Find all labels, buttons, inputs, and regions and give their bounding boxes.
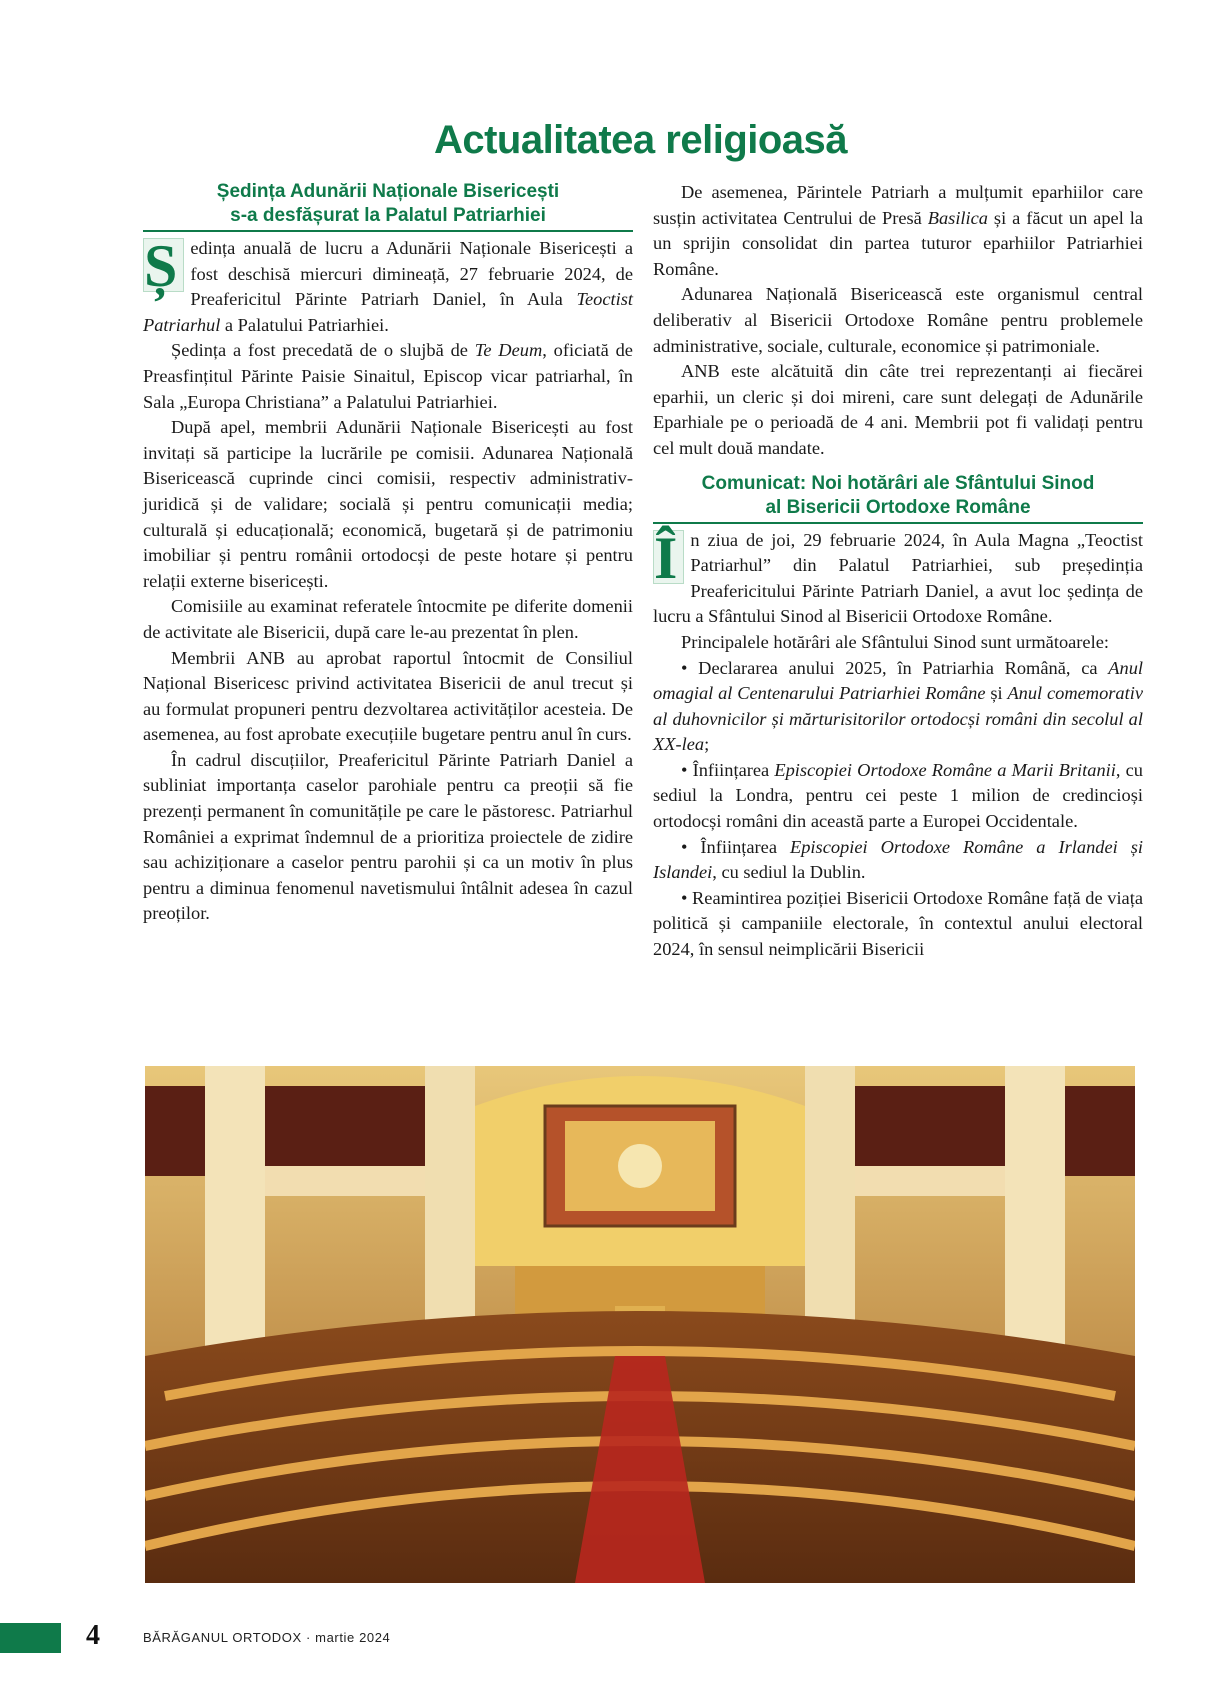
article1-heading-line1: Ședința Adunării Naționale Bisericești — [216, 181, 560, 202]
assembly-hall-photo — [145, 1066, 1135, 1583]
left-column — [143, 180, 633, 927]
article1-paragraph: Ș edința anuală de lucru a Adunării Naționale Bisericești a fost deschisă miercuri dimineață, 27 februarie 2024, de Preafericitul Părinte Patriarh Daniel, în Aula Teoctist Patriarhul a Palatului Patriarhiei. — [143, 233, 633, 335]
article2-paragraph: Principalele hotărâri ale Sfântului Sinod sunt următoarele: — [681, 631, 1109, 652]
article2-heading — [653, 472, 1143, 520]
article1-paragraph: După apel, membrii Adunării Naționale Bisericești au fost invitați să participe la lucrările pe comisii. Adunarea Națională Bisericească cuprinde cinci comisii, respectiv administrativ-juridică și de validare; socială și pentru comunicații media; culturală și educațională; economică, bugetară și de patrimoniu imobiliar și pentru românii ortodocși de peste hotare și pentru relații externe bisericești. — [143, 417, 633, 591]
article1-paragraph: În cadrul discuțiilor, Preafericitul Părinte Patriarh Daniel a subliniat importanța caselor parohiale pentru ca preoții să fie prezenți permanent în comunitățile pe care le păstoresc. Patriarhul României a exprimat îndemnul de a prioritiza proiectele de zidire sau achiziționare a caselor pentru parohii și ca un motiv în plus pentru a diminua fenomenul navetismului întâlnit adesea în cazul preoților. — [143, 749, 633, 924]
article1-paragraph: Ședința a fost precedată de o slujbă de Te Deum, oficiată de Preasfințitul Părinte Paisie Sinaitul, Episcop vicar patriarhal, în Sala „Europa Christiana” a Palatului Patriarhiei. — [143, 340, 633, 412]
list-item: • Declararea anului 2025, în Patriarhia Română, ca Anul omagial al Centenarului Patriarhiei Române și Anul comemorativ al duhovnicilor și mărturisitorilor ortodocși români din secolul al XX-lea; — [653, 657, 1143, 755]
list-item: • Înființarea Episcopiei Ortodoxe Române a Irlandei și Islandei, cu sediul la Dublin. — [653, 836, 1143, 883]
right-column — [653, 180, 1143, 963]
article1-heading — [143, 180, 633, 228]
list-item: • Reamintirea poziției Bisericii Ortodoxe Române față de viața politică și campaniile electorale, în contextul anului electoral 2024, în sensul neimplicării Bisericii — [653, 887, 1143, 960]
page-number: 4 — [86, 1620, 100, 1651]
assembly-hall-illustration — [145, 1066, 1135, 1583]
article1-paragraph: ANB este alcătuită din câte trei reprezentanți ai fiecărei eparhii, un cleric și doi mireni, care sunt delegați de Adunările Eparhiale pe o perioadă de 4 ani. Membrii pot fi validați pentru cel mult două mandate. — [653, 361, 1143, 458]
article1-paragraph: Membrii ANB au aprobat raportul întocmit de Consiliul Național Bisericesc privind activitatea Bisericii de anul trecut și au formulat propuneri pentru dezvoltarea activităților acesteia. De asemenea, au fost aprobate execuțiile bugetare pentru anul în curs. — [143, 647, 633, 745]
article2-paragraph: Î n ziua de joi, 29 februarie 2024, în Aula Magna „Teoctist Patriarhul” din Palatul Patriarhiei, sub președinția Preafericitului Părinte Patriarh Daniel, a avut loc ședința de lucru a Sfântului Sinod al Bisericii Ortodoxe Române. — [653, 524, 1143, 627]
dropcap-letter: Ș — [143, 238, 184, 292]
article1-paragraph: De asemenea, Părintele Patriarh a mulțumit eparhiilor care susțin activitatea Centrului de Presă Basilica și a făcut un apel la un sprijin consolidat din partea tuturor eparhiilor Patriarhiei Române. — [653, 182, 1143, 279]
article2-heading-line2: al Bisericii Ortodoxe Române — [765, 496, 1031, 518]
list-item: • Înființarea Episcopiei Ortodoxe Române a Marii Britanii, cu sediul la Londra, pentru cei peste 1 milion de credincioși ortodocși români din această parte a Europei Occidentale. — [653, 759, 1143, 832]
article2-heading-line1: Comunicat: Noi hotărâri ale Sfântului Sinod — [701, 472, 1095, 494]
article1-rule — [143, 230, 633, 232]
dropcap-letter: Î — [653, 530, 684, 584]
footer-publication: BĂRĂGANUL ORTODOX · martie 2024 — [143, 1630, 391, 1645]
article1-paragraph: Comisiile au examinat referatele întocmite pe diferite domenii de activitate ale Bisericii, după care le-au prezentat în plen. — [143, 596, 633, 642]
page-title: Actualitatea religioasă — [433, 118, 848, 162]
article2-rule — [653, 522, 1143, 524]
article1-paragraph: Adunarea Națională Bisericească este organismul central deliberativ al Bisericii Ortodoxe Române pentru problemele administrative, sociale, culturale, economice și patrimoniale. — [653, 284, 1143, 356]
article1-heading-line2: s-a desfășurat la Palatul Patriarhiei — [230, 205, 546, 226]
footer-accent-bar — [0, 1623, 61, 1653]
